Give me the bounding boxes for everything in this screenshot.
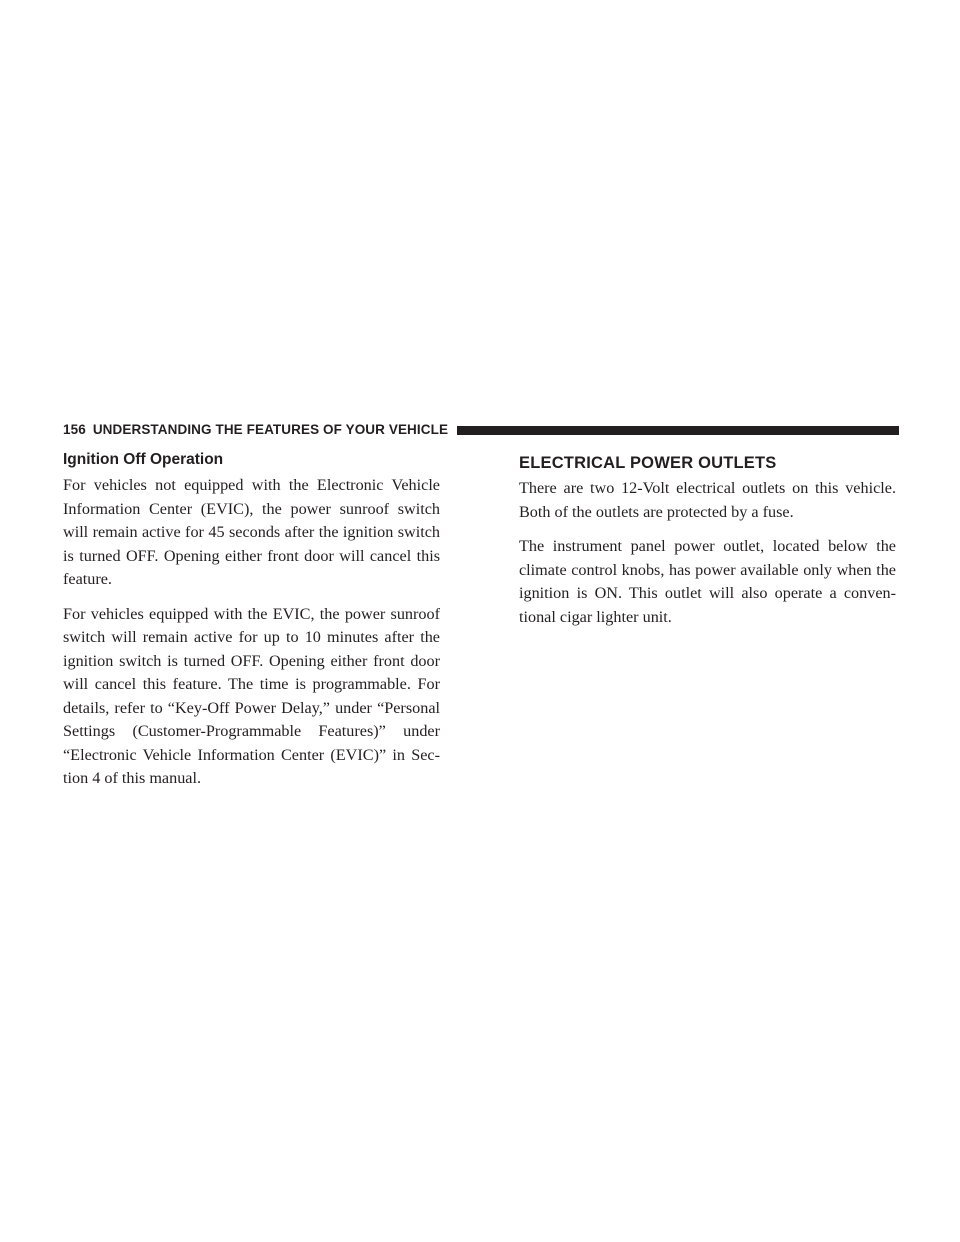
page-number: 156	[63, 421, 86, 437]
left-column	[63, 450, 440, 802]
page-header	[63, 419, 899, 439]
paragraph: For vehicles not equipped with the Electronic Vehicle Information Center (EVIC), the power sunroof switch will remain active for 45 seconds after the ignition switch is turned OFF. Opening either front door will cancel this feature.	[63, 476, 440, 588]
paragraph: For vehicles equipped with the EVIC, the power sunroof switch will remain active for up to 10 minutes after the ignition switch is turned OFF. Opening either front door will cancel this feature. The time is programmable. For details, refer to “Key-Off Power Delay,” under “Personal Settings (Customer-Programmable Features)” under “Electronic Vehicle Information Center (EVIC)” in Sec-tion 4 of this manual.	[63, 604, 440, 787]
power-outlets-heading: ELECTRICAL POWER OUTLETS	[519, 454, 777, 472]
paragraph: There are two 12-Volt electrical outlets on this vehicle. Both of the outlets are protected by a fuse.	[519, 479, 896, 521]
paragraph: The instrument panel power outlet, located below the climate control knobs, has power available only when the ignition is ON. This outlet will also operate a conven-tional cigar lighter unit.	[519, 537, 896, 626]
ignition-off-subheading: Ignition Off Operation	[63, 451, 224, 468]
header-rule	[457, 426, 899, 435]
section-title: UNDERSTANDING THE FEATURES OF YOUR VEHICLE	[92, 421, 449, 437]
right-column	[519, 450, 896, 640]
